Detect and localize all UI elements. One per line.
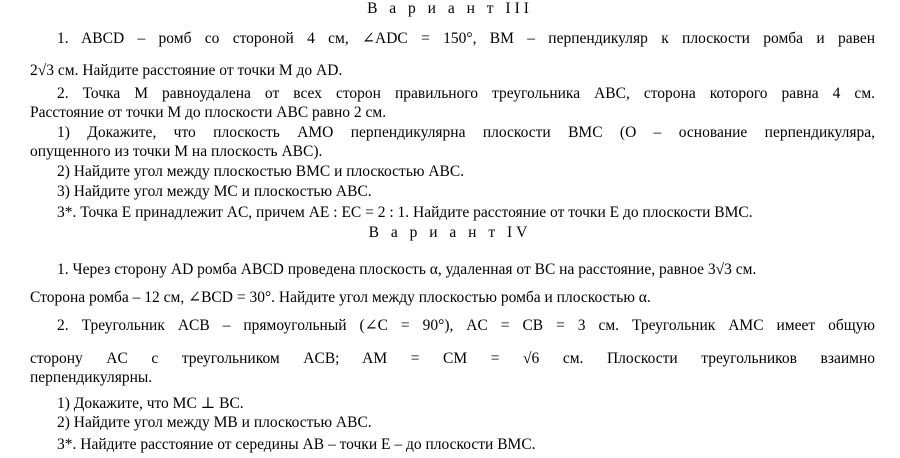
v4-problem-3star: 3*. Найдите расстояние от середины AB – точки E – до плоскости BMC.	[57, 436, 536, 453]
v4-problem-2-q2: 2) Найдите угол между MB и плоскостью ABC.	[57, 414, 372, 431]
v4-problem-2-line-3: перпендикулярны.	[30, 369, 153, 386]
v4-problem-1-line-2: Сторона ромба – 12 см, ∠BCD = 30°. Найдите угол между плоскостью ромба и плоскостью α.	[30, 289, 651, 306]
problem-2-q1-line-2: опущенного из точки M на плоскость ABC).	[30, 143, 323, 160]
v4-problem-2-q1: 1) Докажите, что MC ⊥ BC.	[57, 395, 244, 412]
problem-2-q3: 3) Найдите угол между MC и плоскостью ABC.	[57, 183, 372, 200]
problem-2-q1-line-1: 1) Докажите, что плоскость AMO перпендикулярна плоскости BMC (O – основание перпендикуляра,	[57, 124, 875, 141]
variant-4-title: В а р и а н т IV	[368, 224, 532, 241]
problem-1-line-1: 1. ABCD – ромб со стороной 4 см, ∠ADC = 150°, BM – перпендикуляр к плоскости ромба и равен	[57, 30, 875, 47]
problem-3star: 3*. Точка E принадлежит AC, причем AE : EC = 2 : 1. Найдите расстояние от точки E до плоскости BMC.	[57, 204, 753, 221]
variant-3-title: В а р и а н т III	[367, 0, 533, 17]
v4-problem-2-line-2: сторону AC с треугольником ACB; AM = CM = √6 см. Плоскости треугольников взаимно	[30, 350, 875, 367]
problem-2-line-1: 2. Точка M равноудалена от всех сторон правильного треугольника ABC, сторона которого равна 4 см.	[57, 85, 875, 102]
v4-problem-1-line-1: 1. Через сторону AD ромба ABCD проведена плоскость α, удаленная от BC на расстояние, равное 3√3 см.	[57, 261, 757, 278]
problem-2-q2: 2) Найдите угол между плоскостью BMC и плоскостью ABC.	[57, 163, 465, 180]
problem-2-line-2: Расстояние от точки M до плоскости ABC равно 2 см.	[30, 104, 387, 121]
v4-problem-2-line-1: 2. Треугольник ACB – прямоугольный (∠C = 90°), AC = CB = 3 см. Треугольник AMC имеет общую	[57, 317, 875, 334]
problem-1-line-2: 2√3 см. Найдите расстояние от точки M до AD.	[30, 62, 343, 79]
